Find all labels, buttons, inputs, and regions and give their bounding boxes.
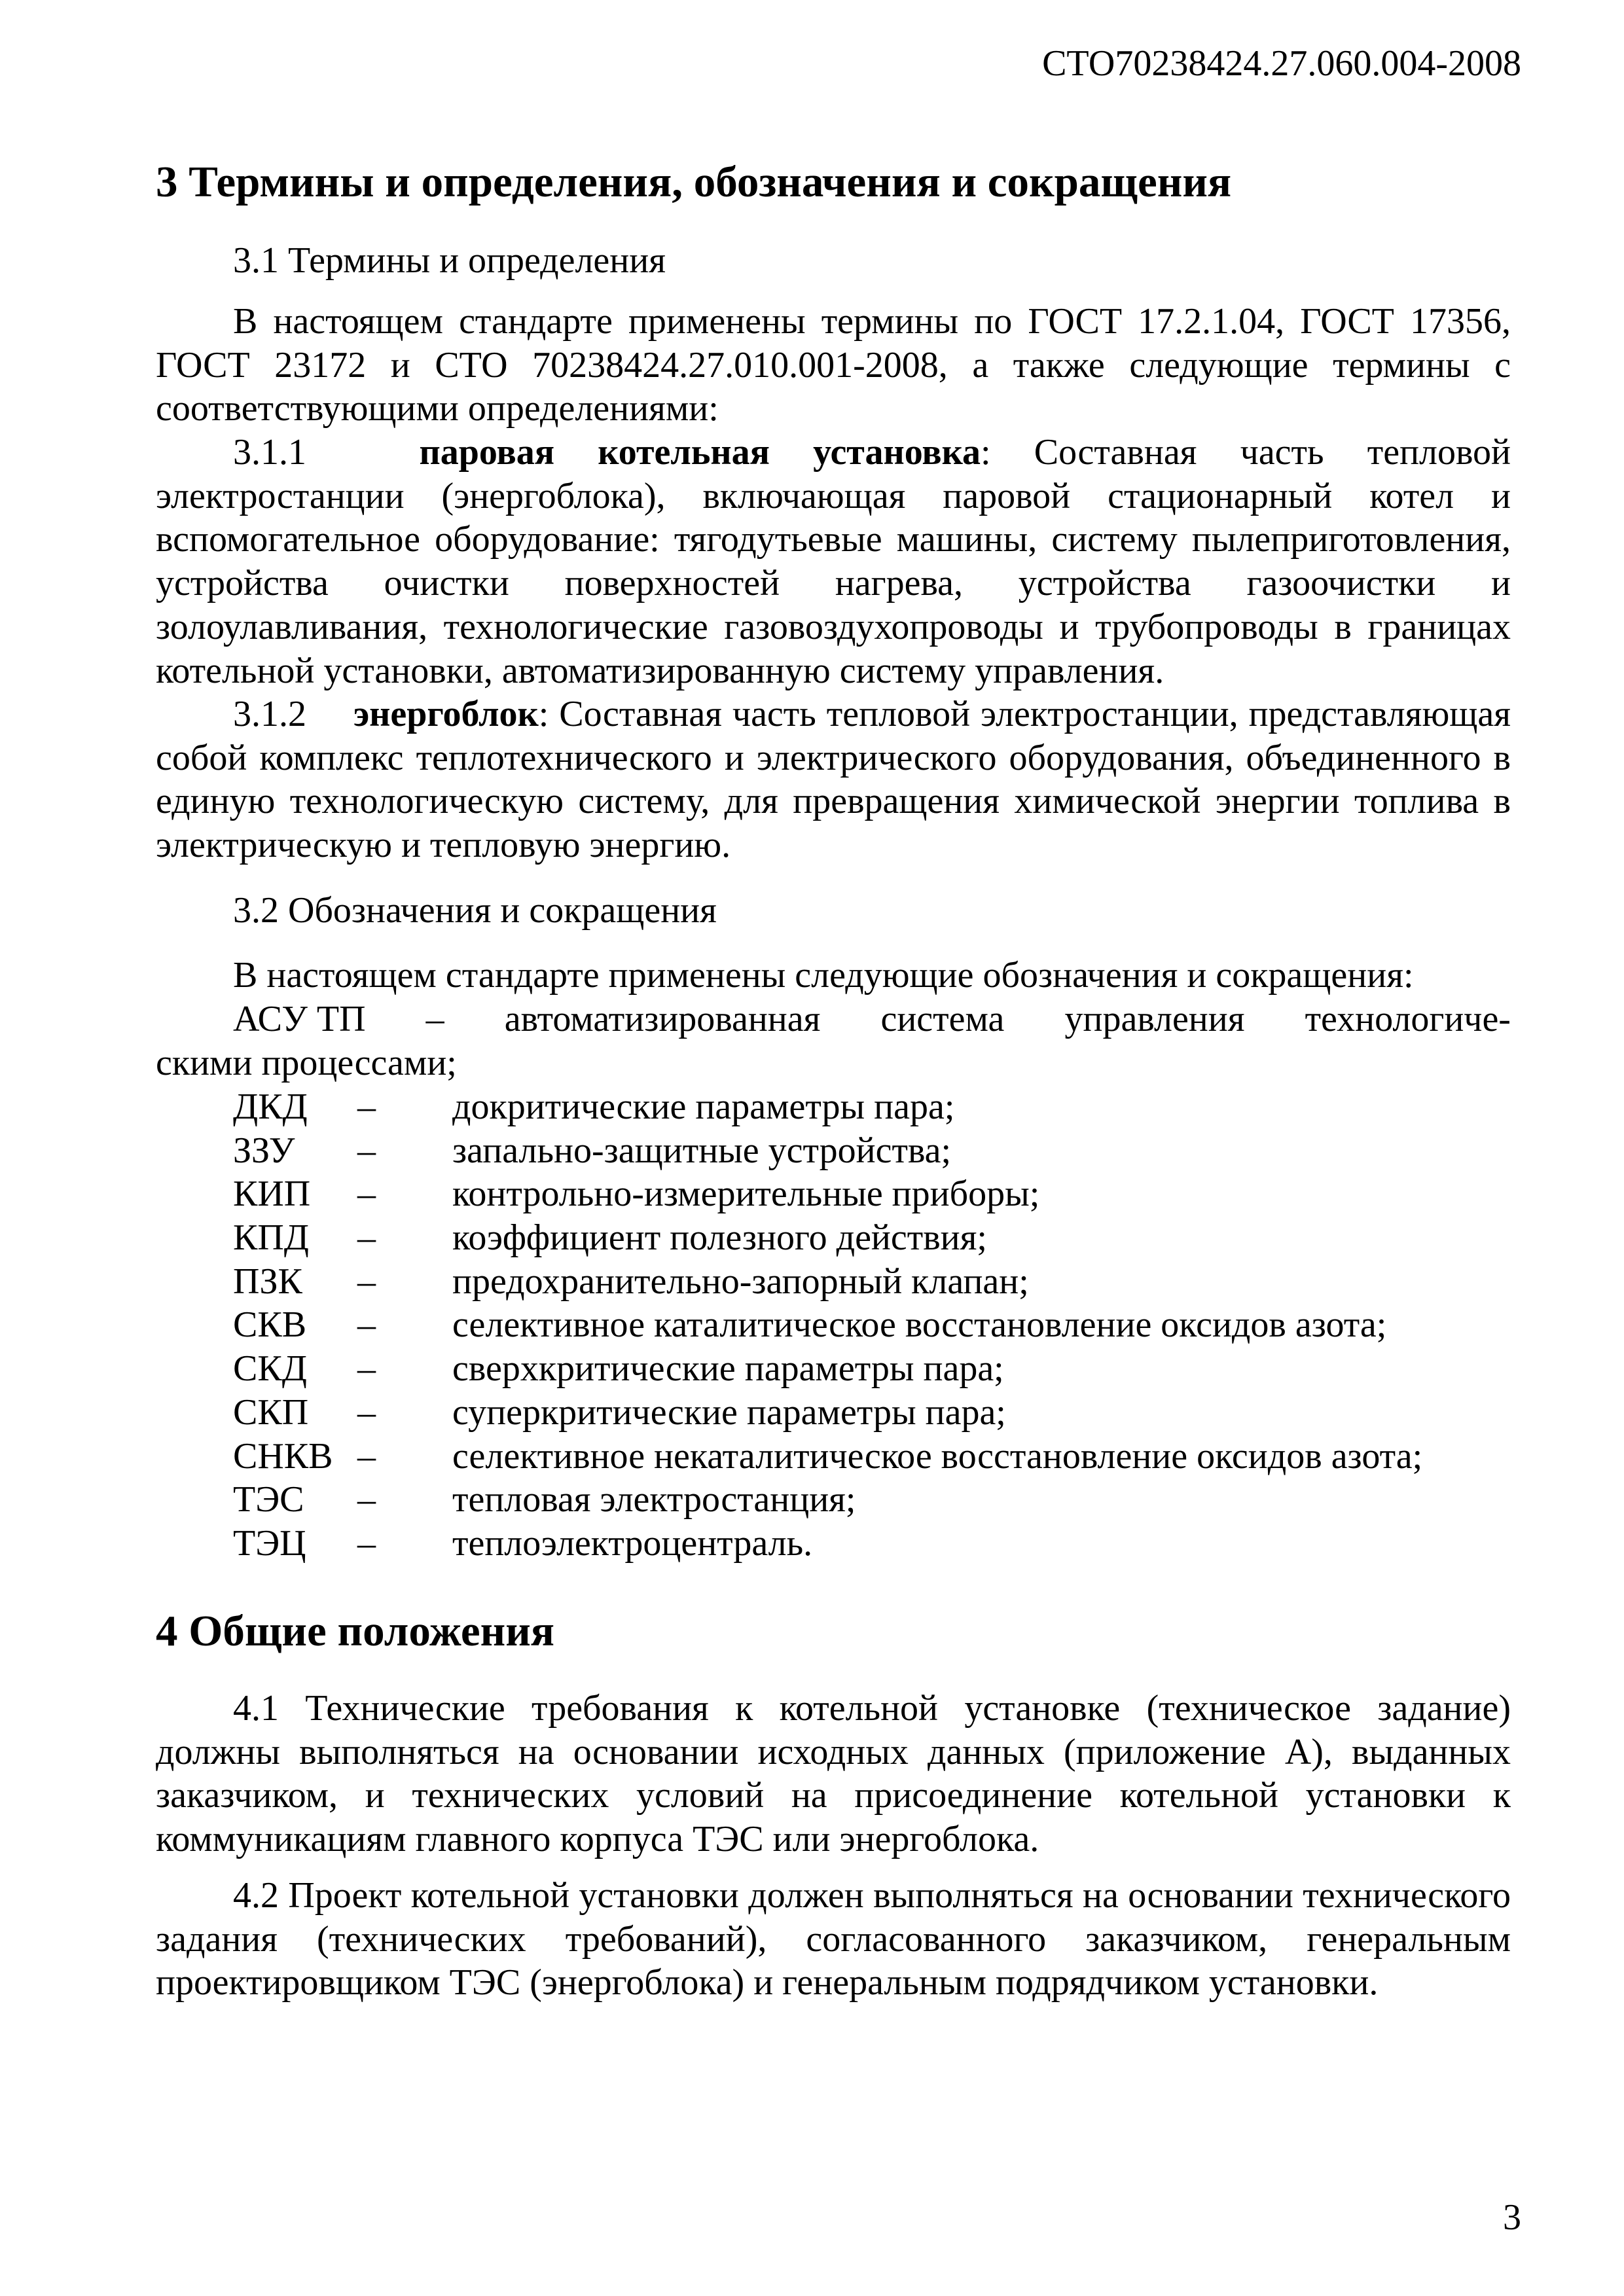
abbreviation-row xyxy=(233,1391,1511,1435)
abbreviation-definition: тепловая электростанция; xyxy=(452,1479,856,1520)
abbreviations-list xyxy=(233,1085,1511,1566)
abbreviations-intro: В настоящем стандарте применены следующие обозначения и сокращения: xyxy=(233,955,1414,996)
abbreviation-term: СКД xyxy=(233,1348,307,1390)
abbreviation-term: КПД xyxy=(233,1217,309,1259)
term-3-1-1-number: 3.1.1 xyxy=(233,432,306,473)
abbreviation-row xyxy=(233,1129,1511,1173)
terms-intro-paragraph: В настоящем стандарте применены термины по ГОСТ 17.2.1.04, ГОСТ 17356, ГОСТ 23172 и СТО 70238424.27.010.001-2008, а также следующие термины с соответствующими определениями: xyxy=(156,301,1511,429)
section-4-1-paragraph: 4.1 Технические требования к котельной установке (техническое задание) должны выполняться на основании исходных данных (приложение А), выданных заказчиком, и технических условий на присоединение котельной установки к коммуникациям главного корпуса ТЭС или энергоблока. xyxy=(156,1688,1511,1860)
abbreviation-term: ДКД xyxy=(233,1086,308,1127)
subsection-3-2-heading: 3.2 Обозначения и сокращения xyxy=(233,890,717,931)
abbreviation-definition: сверхкритические параметры пара; xyxy=(452,1348,1004,1390)
abbreviation-dash: – xyxy=(357,1522,376,1564)
abbreviation-dash: – xyxy=(357,1435,376,1477)
term-3-1-1-name: паровая котельная установка xyxy=(419,432,981,473)
abbreviation-asu-tp-line xyxy=(156,997,1511,1041)
abbreviation-row xyxy=(233,1216,1511,1260)
abbreviation-term: ЗЗУ xyxy=(233,1130,295,1171)
term-3-1-2-definition: : Составная часть тепловой электростанции, представляющая собой комплекс теплотехнического и электрического оборудования, объединенного в единую технологическую систему, для превращения химической энергии топлива в электрическую и тепловую энергию. xyxy=(156,694,1511,866)
page-number: 3 xyxy=(1503,2197,1521,2238)
abbreviation-dash: – xyxy=(357,1130,376,1171)
abbreviation-dash: – xyxy=(357,1174,376,1215)
abbreviation-term: ТЭЦ xyxy=(233,1522,306,1564)
term-3-1-2-paragraph xyxy=(156,692,1511,867)
abbreviation-row xyxy=(233,1435,1511,1479)
abbreviation-dash: – xyxy=(357,1217,376,1259)
abbreviation-word: автоматизированная xyxy=(504,999,821,1039)
abbreviation-definition: предохранительно-запорный клапан; xyxy=(452,1261,1029,1302)
abbreviation-row xyxy=(233,1172,1511,1216)
term-3-1-2-name: энергоблок xyxy=(353,694,539,734)
abbreviation-row xyxy=(233,1085,1511,1129)
abbreviation-term: АСУ ТП xyxy=(233,999,366,1039)
abbreviation-term: СКВ xyxy=(233,1304,307,1346)
abbreviation-word: система xyxy=(880,999,1005,1039)
abbreviation-asu-tp-continuation: скими процессами; xyxy=(156,1042,457,1083)
abbreviation-term: КИП xyxy=(233,1174,311,1215)
abbreviation-row xyxy=(233,1522,1511,1566)
abbreviation-term: СКП xyxy=(233,1391,309,1433)
section-4-2-paragraph: 4.2 Проект котельной установки должен выполняться на основании технического задания (технических требований), согласованного заказчиком, генеральным проектировщиком ТЭС (энергоблока) и генеральным подрядчиком установки. xyxy=(156,1875,1511,2003)
term-3-1-1-definition: : Составная часть тепловой электростанции (энергоблока), включающая паровой стационарный котел и вспомогательное оборудование: тягодутьевые машины, систему пылеприготовления, устройства очистки поверхностей нагрева, устройства газоочистки и золоулавливания, технологические газовоздухопроводы и трубопроводы в границах котельной установки, автоматизированную систему управления. xyxy=(156,432,1511,691)
abbreviation-asu-tp xyxy=(156,997,1511,1085)
abbreviation-definition: докритические параметры пара; xyxy=(452,1086,955,1127)
abbreviation-dash: – xyxy=(357,1479,376,1520)
term-3-1-2-number: 3.1.2 xyxy=(233,694,306,734)
abbreviation-row xyxy=(233,1478,1511,1522)
abbreviation-definition: теплоэлектроцентраль. xyxy=(452,1522,813,1564)
abbreviation-definition: коэффициент полезного действия; xyxy=(452,1217,987,1259)
abbreviation-definition: селективное некаталитическое восстановление оксидов азота; xyxy=(452,1435,1423,1477)
abbreviation-row xyxy=(233,1260,1511,1304)
abbreviation-dash: – xyxy=(357,1348,376,1390)
abbreviation-term: ТЭС xyxy=(233,1479,304,1520)
section-4-heading: 4 Общие положения xyxy=(156,1607,555,1655)
abbreviation-dash: – xyxy=(357,1304,376,1346)
abbreviation-word: управления xyxy=(1064,999,1245,1039)
abbreviation-dash: – xyxy=(425,999,444,1039)
document-code: СТО70238424.27.060.004-2008 xyxy=(1042,43,1521,84)
abbreviation-definition: запально-защитные устройства; xyxy=(452,1130,952,1171)
abbreviation-dash: – xyxy=(357,1261,376,1302)
subsection-3-1-heading: 3.1 Термины и определения xyxy=(233,240,666,281)
abbreviation-row xyxy=(233,1347,1511,1391)
abbreviation-dash: – xyxy=(357,1391,376,1433)
section-3-heading: 3 Термины и определения, обозначения и сокращения xyxy=(156,158,1232,206)
abbreviation-dash: – xyxy=(357,1086,376,1127)
abbreviation-term: ПЗК xyxy=(233,1261,302,1302)
abbreviation-term: СНКВ xyxy=(233,1435,333,1477)
abbreviation-row xyxy=(233,1303,1511,1347)
term-3-1-1-paragraph xyxy=(156,431,1511,692)
abbreviation-definition: селективное каталитическое восстановление оксидов азота; xyxy=(452,1304,1387,1346)
abbreviation-word: технологиче- xyxy=(1305,999,1511,1039)
abbreviation-definition: контрольно-измерительные приборы; xyxy=(452,1174,1040,1215)
abbreviation-definition: суперкритические параметры пара; xyxy=(452,1391,1006,1433)
